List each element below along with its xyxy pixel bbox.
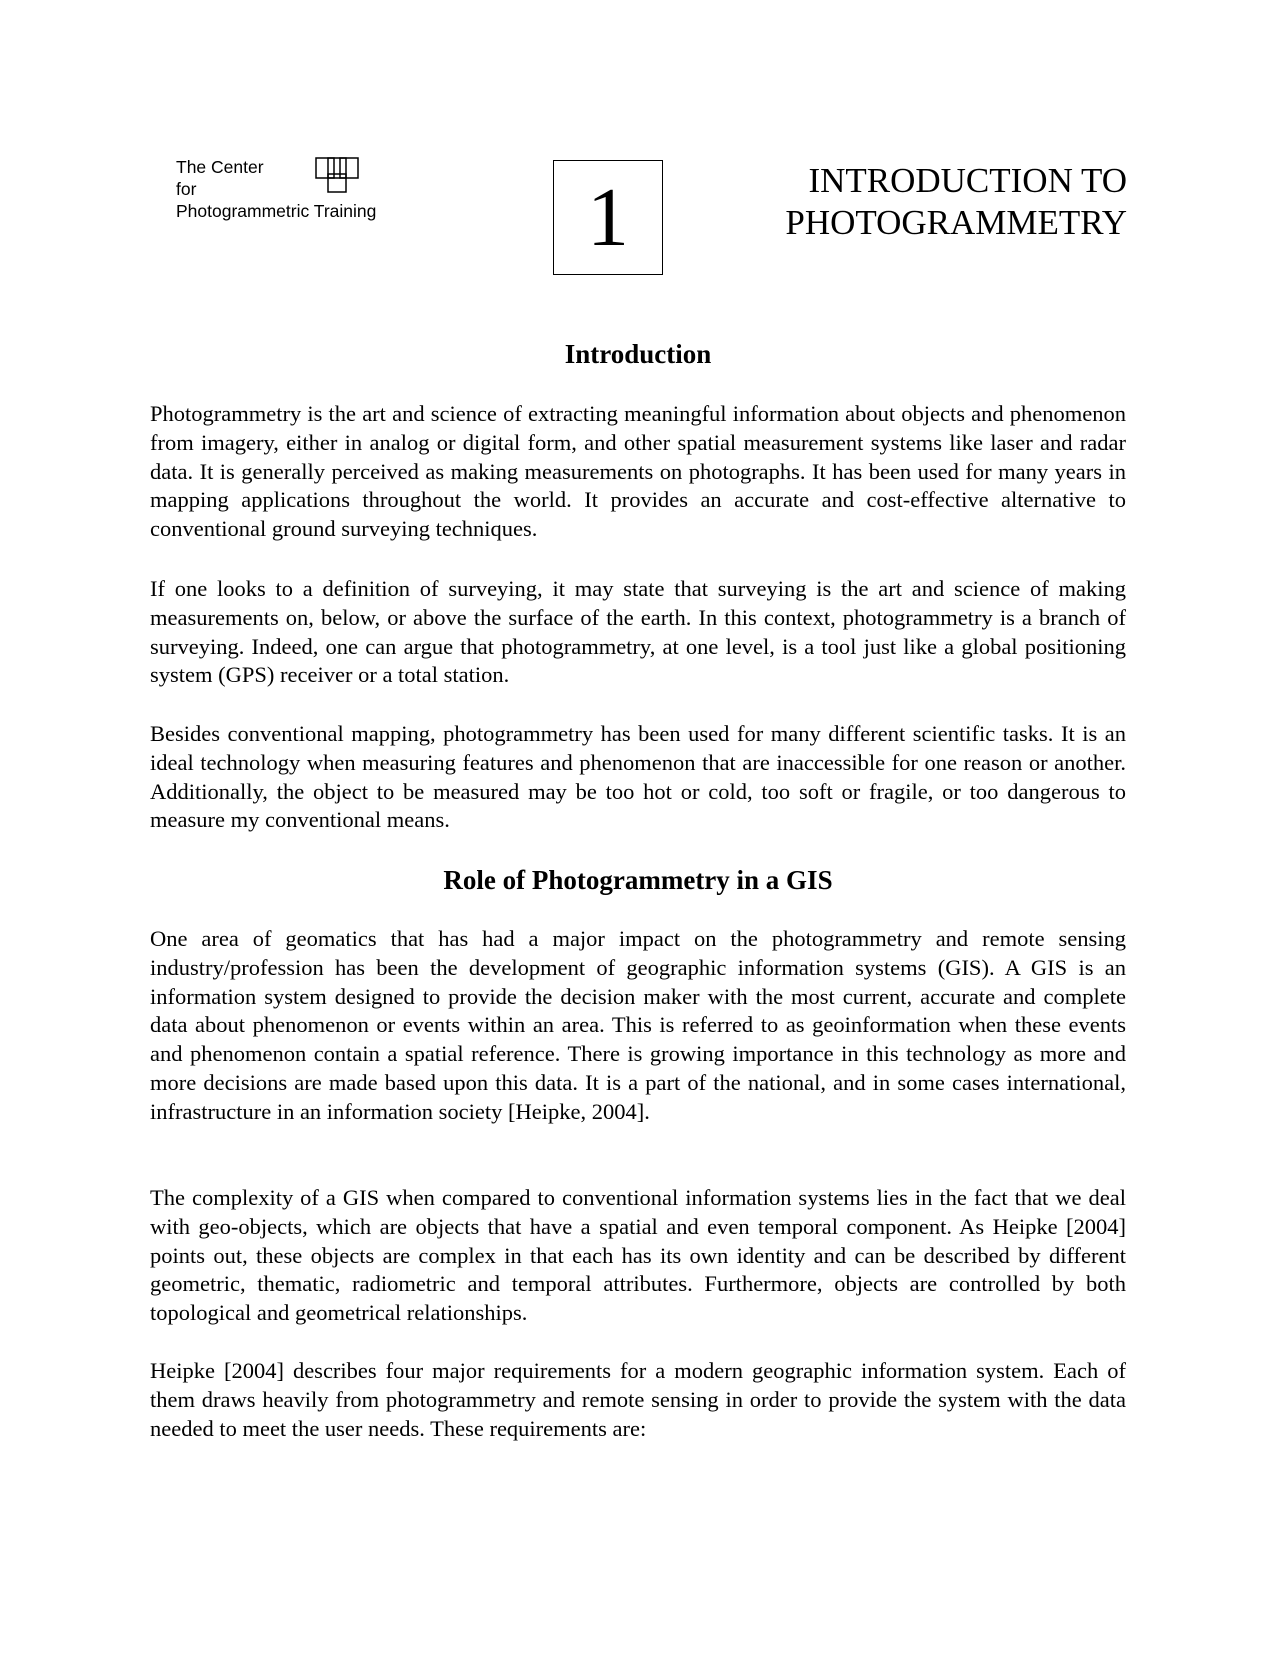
logo-line: Photogrammetric Training xyxy=(176,201,377,221)
paragraph: The complexity of a GIS when compared to conventional information systems lies in the fact that we deal with geo-objects, which are objects that have a spatial and even temporal component. As Heipke [2004] points out, these objects are complex in that each has its own identity and can be described by different geometric, thematic, radiometric and temporal attributes. Furthermore, objects are controlled by both topological and geometrical relationships. xyxy=(150,1185,1126,1326)
interlocking-squares-logo-icon xyxy=(314,156,364,196)
logo-line: The Center xyxy=(176,157,264,177)
section-heading-introduction: Introduction xyxy=(564,339,712,369)
paragraph: Besides conventional mapping, photogrammetry has been used for many different scientific tasks. It is an ideal technology when measuring features and phenomenon that are inaccessible for one reason or another. Additionally, the object to be measured may be too hot or cold, too soft or fragile, or too dangerous to measure my conventional means. xyxy=(150,721,1126,833)
paragraph: Heipke [2004] describes four major requirements for a modern geographic information system. Each of them draws heavily from photogrammetry and remote sensing in order to provide the system with the data needed to meet the user needs. These requirements are: xyxy=(150,1358,1126,1441)
paragraph: Photogrammetry is the art and science of extracting meaningful information about objects and phenomenon from imagery, either in analog or digital form, and other spatial measurement systems like laser and radar data. It is generally perceived as making measurements on photographs. It has been used for many years in mapping applications throughout the world. It provides an accurate and cost-effective alternative to conventional ground surveying techniques. xyxy=(150,401,1126,542)
chapter-title-line: INTRODUCTION TO xyxy=(808,161,1127,200)
chapter-number-box xyxy=(553,160,663,275)
paragraph: If one looks to a definition of surveying, it may state that surveying is the art and science of making measurements on, below, or above the surface of the earth. In this context, photogrammetry is a branch of surveying. Indeed, one can argue that photogrammetry, at one level, is a tool just like a global positioning system (GPS) receiver or a total station. xyxy=(150,576,1126,688)
section-heading-role-of-photogrammetry: Role of Photogrammetry in a GIS xyxy=(443,865,833,895)
organization-logo xyxy=(176,156,416,226)
chapter-number: 1 xyxy=(587,170,629,264)
chapter-title xyxy=(707,160,1127,244)
chapter-title-line: PHOTOGRAMMETRY xyxy=(785,203,1127,242)
logo-line: for xyxy=(176,179,197,199)
paragraph: One area of geomatics that has had a major impact on the photogrammetry and remote sensing industry/profession has been the development of geographic information systems (GIS). A GIS is an information system designed to provide the decision maker with the most current, accurate and complete data about phenomenon or events within an area. This is referred to as geoinformation when these events and phenomenon contain a spatial reference. There is growing importance in this technology as more and more decisions are made based upon this data. It is a part of the national, and in some cases international, infrastructure in an information society [Heipke, 2004]. xyxy=(150,926,1126,1124)
